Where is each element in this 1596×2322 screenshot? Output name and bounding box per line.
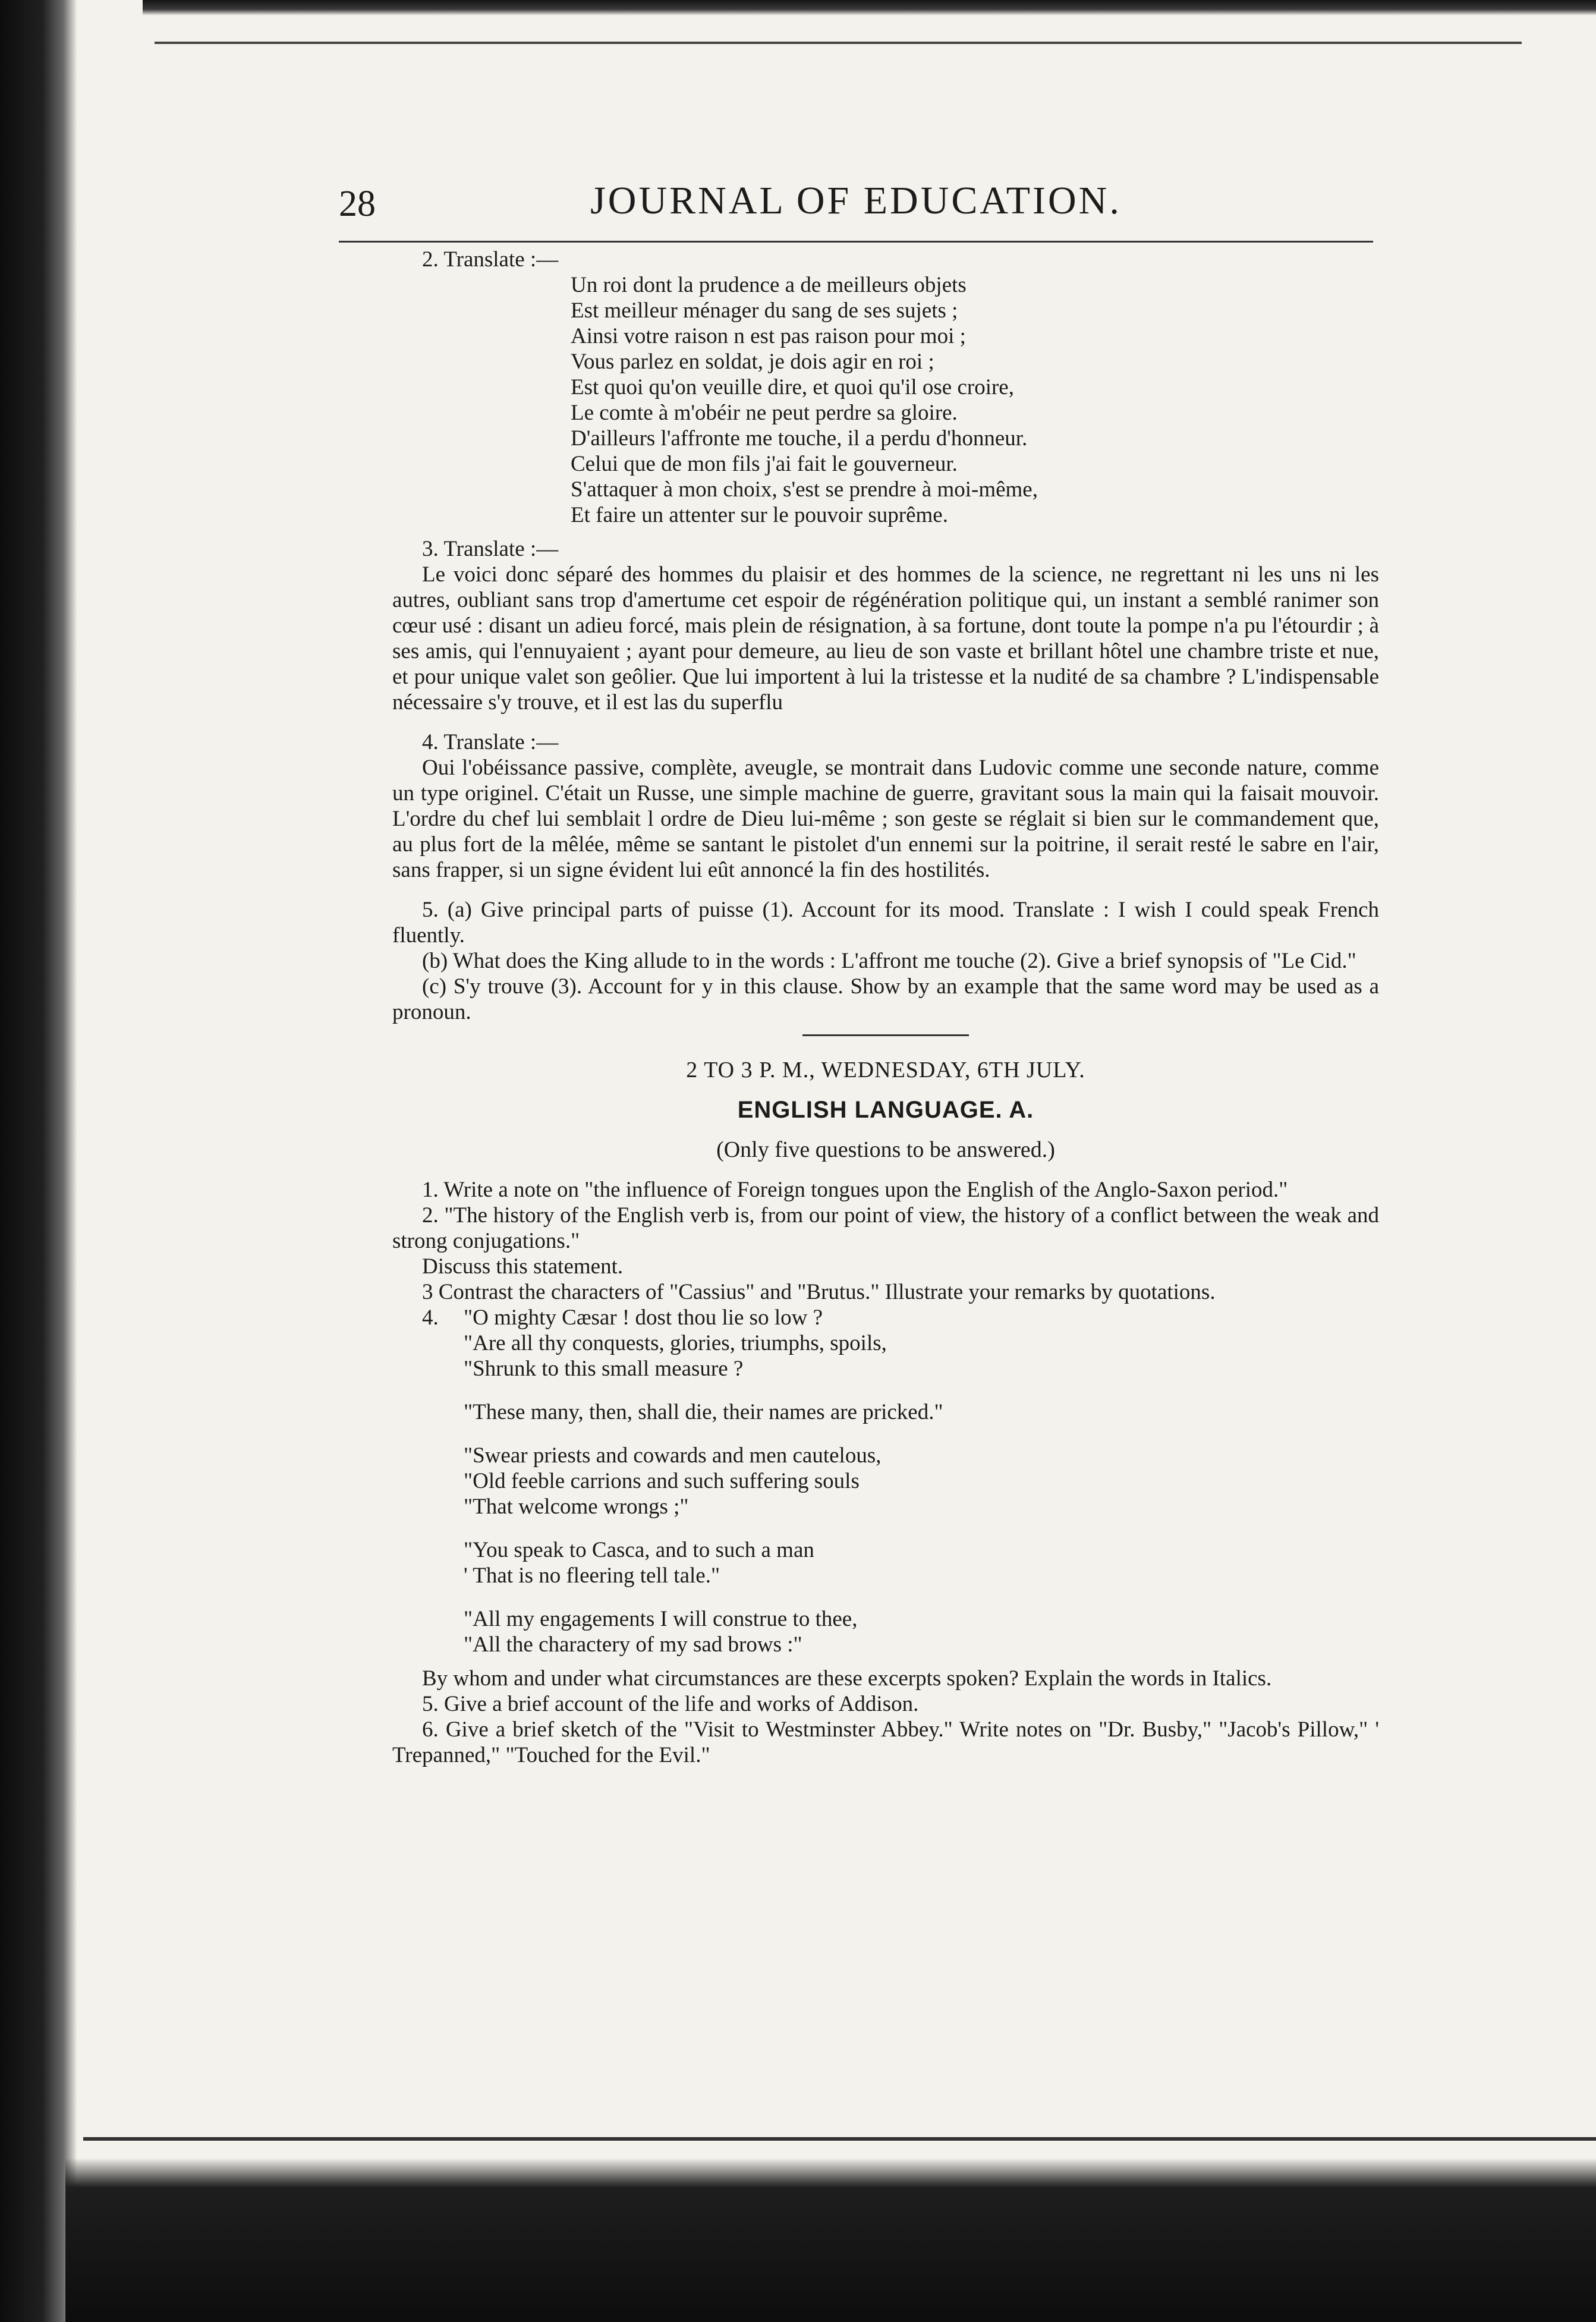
quote-line: "That welcome wrongs ;": [464, 1494, 689, 1519]
verse-line: Est quoi qu'on veuille dire, et quoi qu'il ose croire,: [571, 375, 1014, 399]
quote-line: "All the charactery of my sad brows :": [464, 1632, 802, 1657]
scan-bottom-rule: [83, 2137, 1596, 2141]
question-5a: 5. (a) Give principal parts of puisse (1). Account for its mood. Translate : I wish I could speak French fluently.: [392, 898, 1379, 948]
quote-line: "These many, then, shall die, their names are pricked.": [464, 1400, 943, 1424]
exam-title: ENGLISH LANGUAGE. A.: [737, 1097, 1034, 1123]
verse-line: Vous parlez en soldat, je dois agir en roi ;: [571, 350, 934, 374]
quote-line: "Swear priests and cowards and men cautelous,: [464, 1443, 882, 1468]
question-2-heading: 2. Translate :—: [422, 247, 559, 272]
section-divider: [802, 1034, 969, 1036]
french-section: [392, 247, 1379, 1025]
english-question-4-label: 4.: [422, 1305, 439, 1330]
scan-top-rule: [155, 42, 1522, 44]
header-rule: [339, 241, 1373, 243]
verse-line: Le comte à m'obéir ne peut perdre sa gloire.: [571, 401, 958, 425]
english-question-4-prompt: By whom and under what circumstances are these excerpts spoken? Explain the words in Italics.: [422, 1666, 1272, 1691]
running-title: JOURNAL OF EDUCATION.: [590, 179, 1122, 222]
scan-edge-top: [143, 0, 1596, 15]
question-5b: (b) What does the King allude to in the words : L'affront me touche (2). Give a brief synopsis of "Le Cid.": [422, 949, 1356, 973]
english-question-2: 2. "The history of the English verb is, from our point of view, the history of a conflict between the weak and strong conjugations.": [392, 1203, 1379, 1253]
verse-line: Un roi dont la prudence a de meilleurs objets: [571, 273, 967, 297]
question-2-verse: [392, 272, 1379, 528]
question-5c: (c) S'y trouve (3). Account for y in this clause. Show by an example that the same word may be used as a pronoun.: [392, 974, 1379, 1024]
question-3-passage: Le voici donc séparé des hommes du plaisir et des hommes de la science, ne regrettant ni les uns ni les autres, oubliant sans trop d'amertume cet espoir de régénération politique qui, un instant a semblé ranimer son cœur usé : disant un adieu forcé, mais plein de résignation, à sa fortune, dont toute la pompe n'a pu l'étourdir ; à ses amis, qui l'ennuyaient ; ayant pour demeure, au lieu de son vaste et brillant hôtel une chambre triste et nue, et pour unique valet son geôlier. Que lui importent à lui la tristesse et la nudité de sa chambre ? L'indispensable nécessaire s'y trouve, et il est las du superflu: [392, 562, 1379, 715]
quote-line: "Are all thy conquests, glories, triumphs, spoils,: [464, 1331, 887, 1355]
quote-line: "O mighty Cæsar ! dost thou lie so low ?: [464, 1305, 823, 1330]
verse-line: Ainsi votre raison n est pas raison pour moi ;: [571, 324, 966, 348]
page-number: 28: [339, 184, 376, 224]
english-question-3: 3 Contrast the characters of "Cassius" and "Brutus." Illustrate your remarks by quotations.: [422, 1280, 1216, 1304]
verse-line: Celui que de mon fils j'ai fait le gouverneur.: [571, 452, 958, 476]
quote-line: ' That is no fleering tell tale.": [464, 1563, 720, 1588]
quote-line: "All my engagements I will construe to thee,: [464, 1607, 858, 1631]
quote-line: "You speak to Casca, and to such a man: [464, 1538, 814, 1562]
quote-line: "Shrunk to this small measure ?: [464, 1357, 744, 1381]
verse-line: Est meilleur ménager du sang de ses sujets ;: [571, 298, 958, 323]
english-question-1: 1. Write a note on "the influence of Foreign tongues upon the English of the Anglo-Saxon period.": [422, 1178, 1288, 1202]
verse-line: Et faire un attenter sur le pouvoir suprême.: [571, 503, 948, 527]
english-section: [392, 1058, 1379, 1768]
scan-edge-left: [0, 0, 77, 2322]
verse-line: D'ailleurs l'affronte me touche, il a perdu d'honneur.: [571, 426, 1028, 451]
question-4-heading: 4. Translate :—: [422, 730, 559, 754]
english-question-4-quotes: [392, 1305, 1379, 1657]
english-question-5: 5. Give a brief account of the life and works of Addison.: [422, 1692, 919, 1716]
page-body: [392, 247, 1379, 1768]
quote-line: "Old feeble carrions and such suffering souls: [464, 1469, 860, 1493]
verse-line: S'attaquer à mon choix, s'est se prendre à moi-même,: [571, 477, 1038, 502]
english-question-6: 6. Give a brief sketch of the "Visit to Westminster Abbey." Write notes on "Dr. Busby," "Jacob's Pillow," ' Trepanned," "Touched for the Evil.": [392, 1717, 1379, 1767]
exam-instruction: (Only five questions to be answered.): [716, 1137, 1055, 1162]
scan-edge-bottom: [65, 2158, 1596, 2322]
question-3-heading: 3. Translate :—: [422, 537, 559, 561]
question-4-passage: Oui l'obéissance passive, complète, aveugle, se montrait dans Ludovic comme une seconde nature, comme un type originel. C'était un Russe, une simple machine de guerre, gravitant sous la main qui la faisait mouvoir. L'ordre du chef lui semblait l ordre de Dieu lui-même ; son geste se réglait si bien sur le commandement que, au plus fort de la mêlée, même se santant le pistolet d'un ennemi sur la poitrine, il serait resté le sabre en l'air, sans frapper, si un signe évident lui eût annoncé la fin des hostilités.: [392, 756, 1379, 882]
session-heading: 2 TO 3 P. M., WEDNESDAY, 6TH JULY.: [686, 1058, 1085, 1083]
english-question-2-discuss: Discuss this statement.: [422, 1254, 624, 1279]
page-header: [339, 178, 1373, 232]
